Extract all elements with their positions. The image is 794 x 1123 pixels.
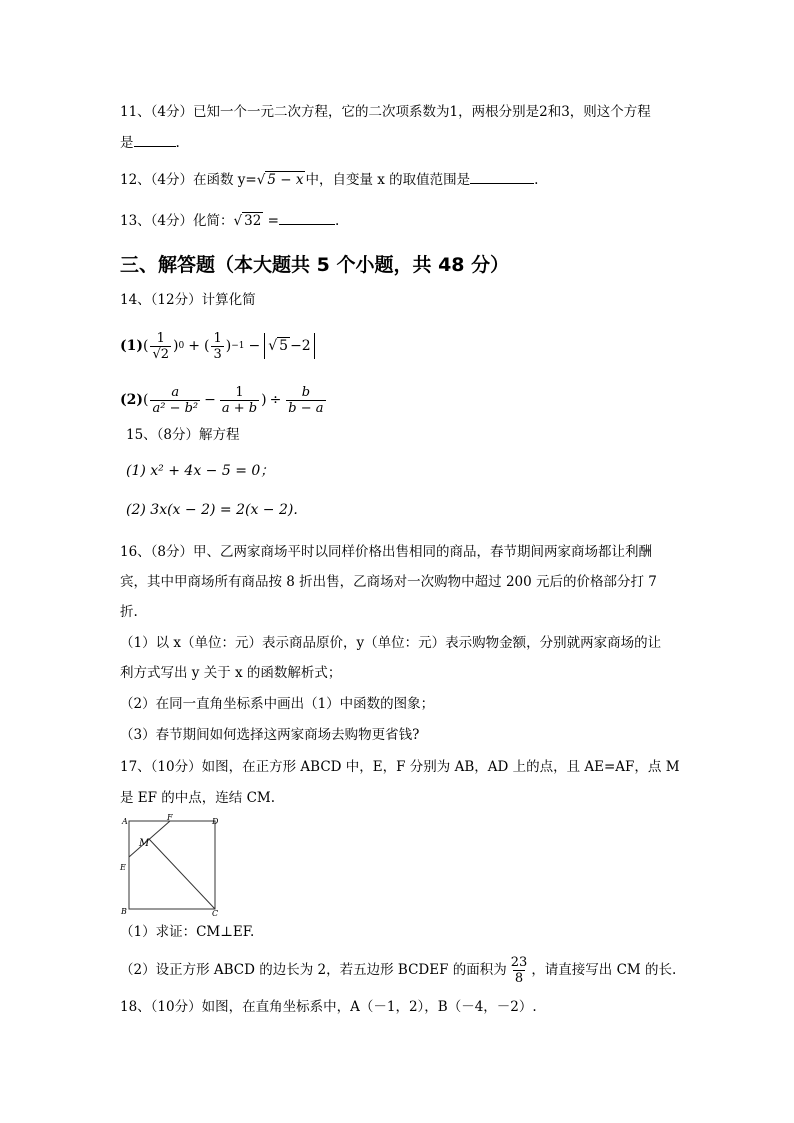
q17-sub1: （1）求证：CM⊥EF. <box>120 924 255 940</box>
q17-sub2-suffix: ，请直接写出 CM 的长. <box>531 962 677 978</box>
q16-sub1-line2: 利方式写出 y 关于 x 的函数解析式； <box>120 665 342 681</box>
q11-suffix: . <box>175 135 180 151</box>
label-a: A <box>122 817 128 826</box>
q14-p1-exp2: −1 <box>231 341 245 351</box>
frac-denominator: a² − b² <box>152 400 199 416</box>
q16-line3: 折. <box>120 604 138 620</box>
q12-suffix: . <box>534 172 539 188</box>
frac-numerator: a <box>171 384 180 400</box>
q14-p2-frac1 <box>150 385 200 416</box>
section-heading: 三、解答题（本大题共 5 个小题，共 48 分） <box>120 254 510 276</box>
q17-sub2-prefix: （2）设正方形 ABCD 的边长为 2，若五边形 BCDEF 的面积为 <box>120 962 507 978</box>
q17-line1: 17、（10分）如图，在正方形 ABCD 中，E，F 分别为 AB，AD 上的点，且 AE=AF，点 M <box>120 759 680 775</box>
frac-denominator: b − a <box>288 400 324 416</box>
q16-sub3: （3）春节期间如何选择这两家商场去购物更省钱? <box>120 727 420 743</box>
q12-radicand: 5 − x <box>267 172 304 188</box>
q14-p1-exp1: 0 <box>178 341 185 351</box>
q18-line1: 18、（10分）如图，在直角坐标系中，A（－1，2），B（－4，－2）. <box>120 999 537 1015</box>
frac-numerator: 23 <box>510 954 528 970</box>
q14-p1-frac1 <box>150 331 171 362</box>
answer-blank <box>134 132 176 147</box>
minus-sign: − <box>204 392 216 408</box>
label-b: B <box>121 907 127 916</box>
label-f: F <box>167 813 173 822</box>
label-c: C <box>212 909 219 918</box>
q16-sub2: （2）在同一直角坐标系中画出（1）中函数的图象； <box>120 696 435 712</box>
radicand: 2 <box>160 346 170 362</box>
paren-open: ( <box>143 392 149 408</box>
frac-numerator: 1 <box>156 330 165 346</box>
label-m: M <box>139 838 150 849</box>
square-abcd-figure <box>115 812 225 918</box>
q17-line2: 是 EF 的中点，连结 CM. <box>120 790 276 806</box>
q13-suffix: . <box>334 213 340 229</box>
q13-radicand: 32 <box>244 213 262 229</box>
paren-close: ) <box>225 338 232 354</box>
segment-cm <box>149 839 215 909</box>
abs-rest: −2 <box>290 338 311 354</box>
minus-sign: − <box>248 338 261 354</box>
frac-denominator: 8 <box>514 970 524 986</box>
q17-sub2 <box>120 955 676 985</box>
q11-prefix: 是 <box>120 135 134 151</box>
q17-area-fraction <box>509 955 530 986</box>
plus-sign: + <box>188 338 200 354</box>
q14-p2-label: (2) <box>120 392 143 408</box>
radicand: 5 <box>279 338 289 354</box>
q14-p2-frac3 <box>286 385 325 416</box>
divide-sign: ÷ <box>269 392 282 408</box>
q16-line1: 16、（8分）甲、乙两家商场平时以同样价格出售相同的商品，春节期间两家商场都让利酬 <box>120 544 653 560</box>
q16-sub1-line1: （1）以 x（单位：元）表示商品原价，y（单位：元）表示购物金额，分别就两家商场的让 <box>120 635 662 651</box>
radical-sign: √ <box>256 172 266 188</box>
q12-line <box>120 169 538 190</box>
paren-open: ( <box>203 338 210 354</box>
q13-prefix: 13、（4分）化简： <box>120 213 234 229</box>
q14-p2-frac2 <box>220 385 259 416</box>
q11-line1: 11、（4分）已知一个一元二次方程，它的二次项系数为1，两根分别是2和3，则这个方程 <box>120 104 651 120</box>
q13-eq: = <box>267 213 279 229</box>
frac-numerator: 1 <box>235 384 244 400</box>
q15-eq1: (1) x² + 4x − 5 = 0； <box>126 463 275 479</box>
q14-part1 <box>120 326 315 366</box>
q14-p1-abs: √ 5 −2 <box>264 333 314 359</box>
q11-line2 <box>120 132 180 153</box>
q13-line <box>120 210 339 231</box>
q14-p1-label: (1) <box>120 338 143 354</box>
frac-denominator: 3 <box>213 346 222 362</box>
q15-eq2: (2) 3x(x − 2) = 2(x − 2). <box>126 502 298 518</box>
label-d: D <box>212 817 219 826</box>
answer-blank <box>279 210 335 225</box>
q15-title: 15、（8分）解方程 <box>126 427 240 443</box>
answer-blank <box>470 169 534 184</box>
frac-denominator: a + b <box>221 400 258 416</box>
paren-close: ) <box>173 338 179 354</box>
q14-p1-frac2 <box>211 331 223 362</box>
q14-part2 <box>120 380 328 420</box>
paren-close: ) <box>261 392 267 408</box>
frac-denominator: √2 <box>152 346 170 362</box>
label-e: E <box>120 863 126 872</box>
q12-middle: 中，自变量 x 的取值范围是 <box>305 172 471 188</box>
paren-open: ( <box>143 338 149 354</box>
q14-title: 14、（12分）计算化简 <box>120 292 256 308</box>
radical-sign: √ <box>233 213 243 229</box>
frac-numerator: 1 <box>213 330 222 346</box>
q12-prefix: 12、（4分）在函数 y= <box>120 172 257 188</box>
q16-line2: 宾，其中甲商场所有商品按 8 折出售，乙商场对一次购物中超过 200 元后的价格部分打 7 <box>120 574 657 590</box>
frac-numerator: b <box>301 384 311 400</box>
